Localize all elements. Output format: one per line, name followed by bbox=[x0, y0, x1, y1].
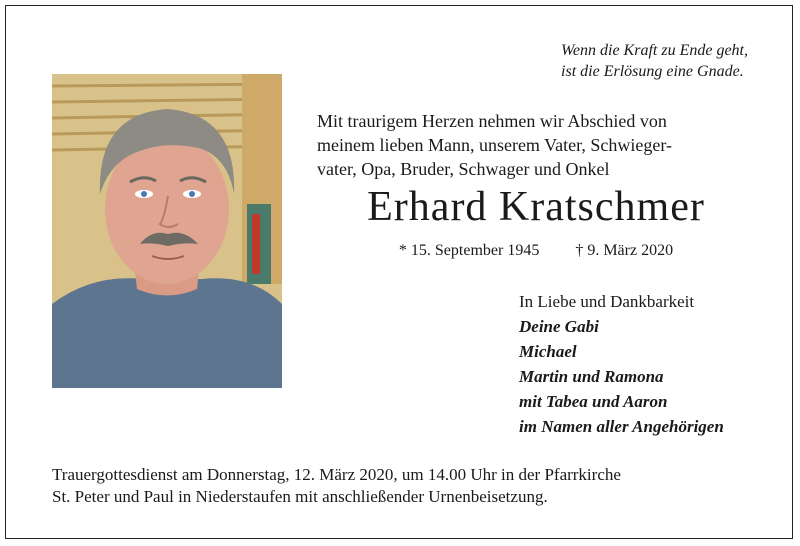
intro-line: vater, Opa, Bruder, Schwager und Onkel bbox=[317, 159, 610, 179]
death-cross-icon: † bbox=[575, 242, 584, 259]
intro-text bbox=[317, 109, 757, 181]
service-line: St. Peter und Paul in Niederstaufen mit anschließender Urnenbeisetzung. bbox=[52, 487, 548, 506]
mourner: Martin und Ramona bbox=[519, 367, 664, 386]
mourner: Deine Gabi bbox=[519, 317, 599, 336]
quote-line: ist die Erlösung eine Gnade. bbox=[561, 63, 744, 80]
mourner: im Namen aller Angehörigen bbox=[519, 417, 724, 436]
quote-line: Wenn die Kraft zu Ende geht, bbox=[561, 42, 748, 59]
obituary-notice bbox=[5, 5, 793, 539]
deceased-name: Erhard Kratschmer bbox=[367, 184, 705, 230]
intro-line: meinem lieben Mann, unserem Vater, Schwieger- bbox=[317, 135, 672, 155]
intro-line: Mit traurigem Herzen nehmen wir Abschied von bbox=[317, 111, 667, 131]
death-date-text: 9. März 2020 bbox=[587, 242, 674, 259]
life-dates bbox=[317, 242, 755, 260]
birth-date-text: 15. September 1945 bbox=[410, 242, 540, 259]
service-info bbox=[52, 464, 750, 508]
signoff bbox=[519, 290, 724, 439]
mourner: Michael bbox=[519, 342, 577, 361]
death-date bbox=[575, 242, 673, 259]
portrait-photo bbox=[52, 74, 282, 388]
signoff-lead: In Liebe und Dankbarkeit bbox=[519, 292, 695, 311]
birth-date bbox=[399, 242, 539, 259]
birth-star-icon: * bbox=[398, 242, 407, 259]
mourner: mit Tabea und Aaron bbox=[519, 392, 668, 411]
service-line: Trauergottesdienst am Donnerstag, 12. März 2020, um 14.00 Uhr in der Pfarrkirche bbox=[52, 465, 621, 484]
quote bbox=[561, 40, 748, 82]
